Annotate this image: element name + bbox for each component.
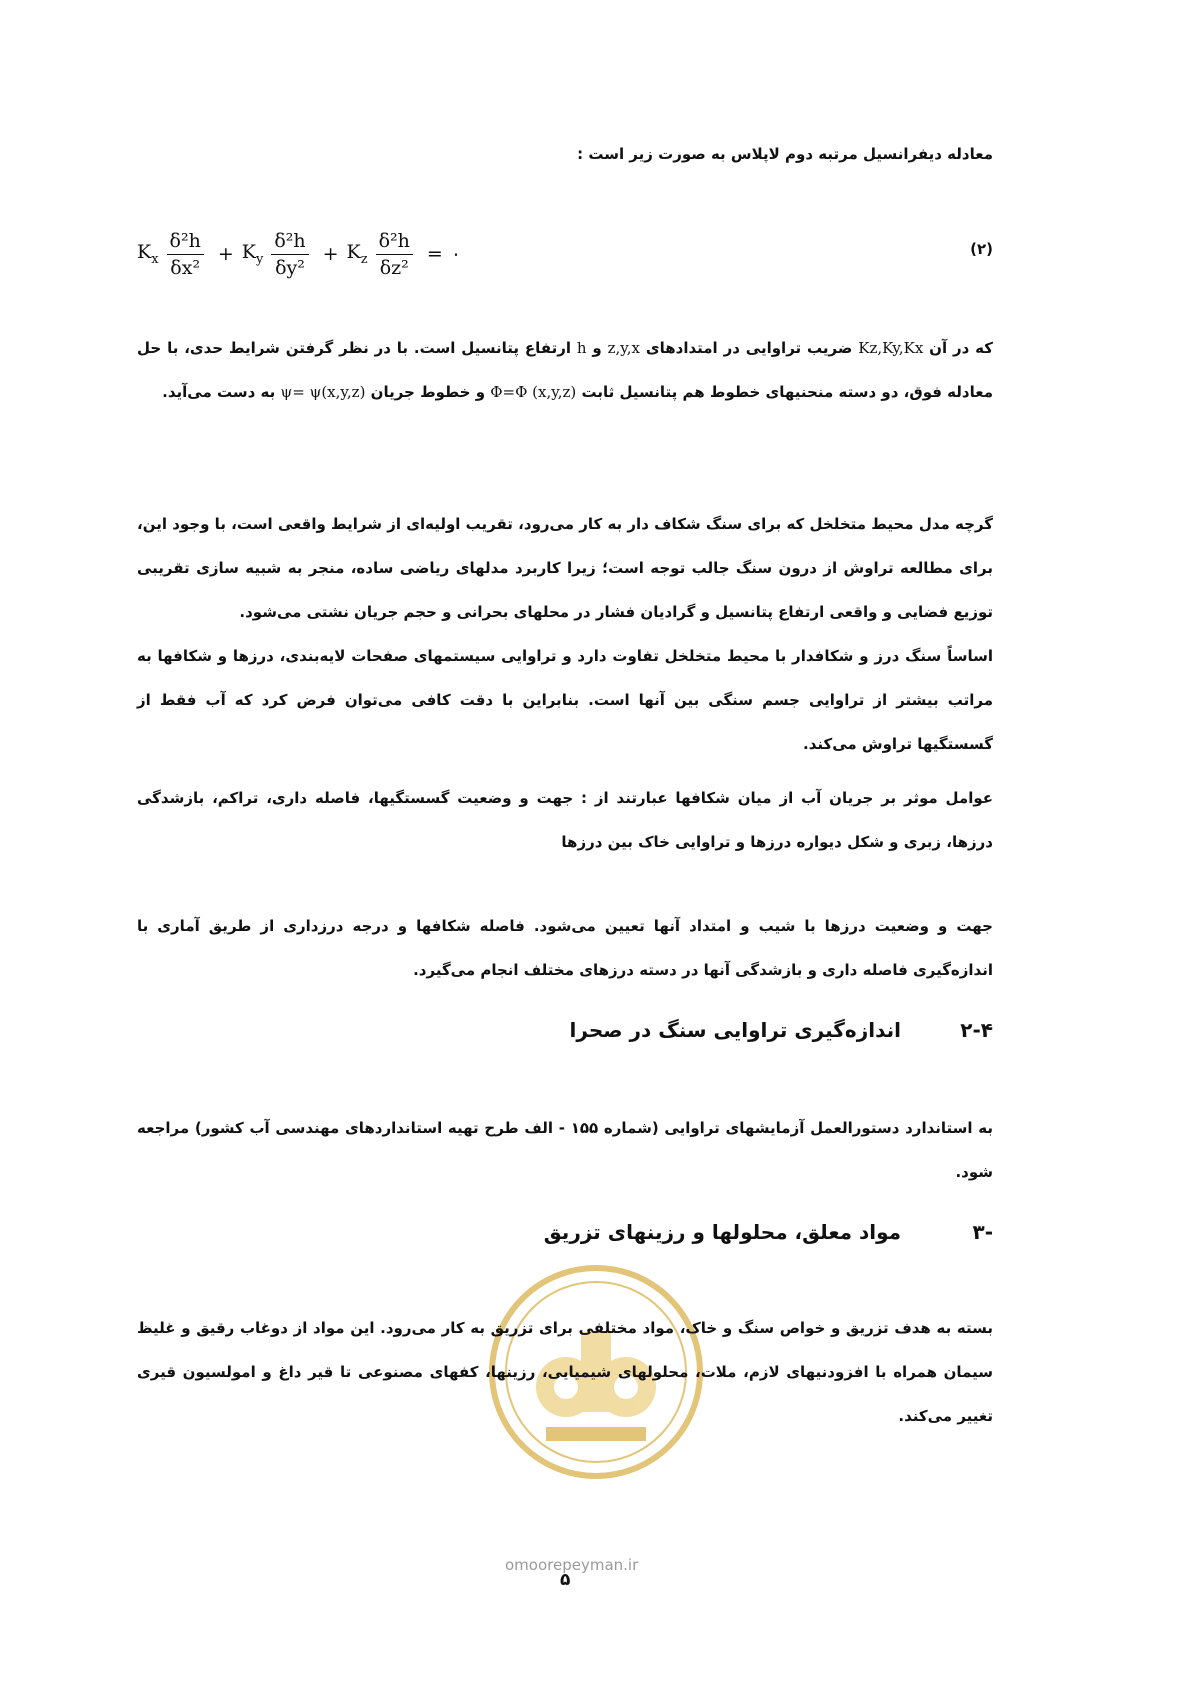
paragraph-coefficients <box>137 326 993 414</box>
kx-term: $K_x$ <box>137 241 159 267</box>
kz-term: $K_z$ <box>346 241 368 267</box>
section-heading-2-4 <box>570 1018 993 1042</box>
watermark-url: omoorepeyman.ir <box>505 1556 639 1574</box>
math-potential-function: Φ=Φ (x,y,z) <box>490 383 577 401</box>
intro-paragraph <box>137 132 993 176</box>
equation-number: (۲) <box>970 240 993 258</box>
intro-text: معادله دیفرانسیل مرتبه دوم لاپلاس به صورت زیر است : <box>577 145 993 163</box>
paragraph-factors-text: عوامل موثر بر جریان آب از میان شکافها عبارتند از : جهت و وضعیت گسستگیها، فاصله داری، تراکم، بازشدگی درزها، زبری و شکل دیواره درزها و تراوایی خاک بین درزها <box>137 789 993 851</box>
section-title: مواد معلق، محلولها و رزینهای تزریق <box>543 1220 901 1244</box>
plus-sign: + <box>217 243 234 265</box>
fraction-y-numerator: δ²h <box>271 230 308 255</box>
paragraph-grout-materials-text: بسته به هدف تزریق و خواص سنگ و خاک، مواد مختلفی برای تزریق به کار می‌رود. این مواد از دوغاب رقیق و غلیظ سیمان همراه با افزودنیهای لازم، ملات، محلولهای شیمیایی، رزینها، کفهای مصنوعی تا قیر داغ و امولسیون قیری تغییر می‌کند. <box>137 1319 993 1425</box>
math-k-components: Kz,Ky,Kx <box>858 339 924 357</box>
math-h: h <box>576 339 587 357</box>
fraction-x-numerator: δ²h <box>167 230 204 255</box>
fraction-z <box>376 230 413 279</box>
section-number: ۲-۴ <box>960 1018 993 1042</box>
page-number: ۵ <box>560 1570 571 1590</box>
ky-term: $K_y$ <box>241 241 264 267</box>
fraction-x-denominator: δx² <box>170 256 201 279</box>
paragraph-standard <box>137 1106 993 1194</box>
paragraph-factors <box>137 776 993 864</box>
math-axes: z,y,x <box>607 339 640 357</box>
paragraph-orientation-text: جهت و وضعیت درزها با شیب و امتداد آنها تعیین می‌شود. فاصله شکافها و درجه درزداری از طریق آماری با اندازه‌گیری فاصله داری و بازشدگی آنها در دسته درزهای مختلف انجام می‌گیرد. <box>137 917 993 979</box>
paragraph-porous-model <box>137 502 993 766</box>
equals-sign: = <box>426 243 443 265</box>
paragraph-standard-text: به استاندارد دستورالعمل آزمایشهای تراوایی (شماره ۱۵۵ - الف طرح تهیه استانداردهای مهندسی آب کشور) مراجعه شود. <box>137 1119 993 1181</box>
paragraph-coefficients-text: که در آن Kz,Ky,Kx ضریب تراوایی در امتدادهای z,y,x و h ارتفاع پتانسیل است. با در نظر گرفتن شرایط حدی، با حل معادله فوق، دو دسته منحنیهای خطوط هم پتانسیل ثابت Φ=Φ (x,y,z) و خطوط جریان ψ= ψ(x,y,z) به دست می‌آید. <box>137 339 993 401</box>
math-stream-function: ψ= ψ(x,y,z) <box>280 383 366 401</box>
fraction-x <box>167 230 204 279</box>
paragraph-porous-model-a: گرچه مدل محیط متخلخل که برای سنگ شکاف دار به کار می‌رود، تقریب اولیه‌ای از شرایط واقعی است، با وجود این، برای مطالعه تراوش از درون سنگ جالب توجه است؛ زیرا کاربرد مدلهای ریاضی ساده، منجر به شبیه سازی تقریبی توزیع فضایی و واقعی ارتفاع پتانسیل و گرادیان فشار در محلهای بحرانی و حجم جریان نشتی می‌شود. <box>137 515 993 621</box>
paragraph-porous-model-b: اساساً سنگ درز و شکافدار با محیط متخلخل تفاوت دارد و تراوایی سیستمهای صفحات لایه‌بندی، درزها و شکافها به مراتب بیشتر از تراوایی جسم سنگی بین آنها است. بنابراین با دقت کافی می‌توان فرض کرد که آب فقط از گسستگیها تراوش می‌کند. <box>137 647 993 753</box>
laplace-equation <box>137 218 993 290</box>
paragraph-grout-materials <box>137 1306 993 1438</box>
section-number: -۳ <box>972 1220 993 1244</box>
equation-body <box>137 218 461 290</box>
plus-sign: + <box>322 243 339 265</box>
section-title: اندازه‌گیری تراوایی سنگ در صحرا <box>569 1018 901 1042</box>
fraction-y <box>271 230 308 279</box>
fraction-z-denominator: δz² <box>379 256 409 279</box>
zero-value: ۰ <box>450 243 462 265</box>
fraction-y-denominator: δy² <box>275 256 305 279</box>
section-heading-3 <box>544 1220 993 1244</box>
paragraph-orientation <box>137 904 993 992</box>
fraction-z-numerator: δ²h <box>376 230 413 255</box>
